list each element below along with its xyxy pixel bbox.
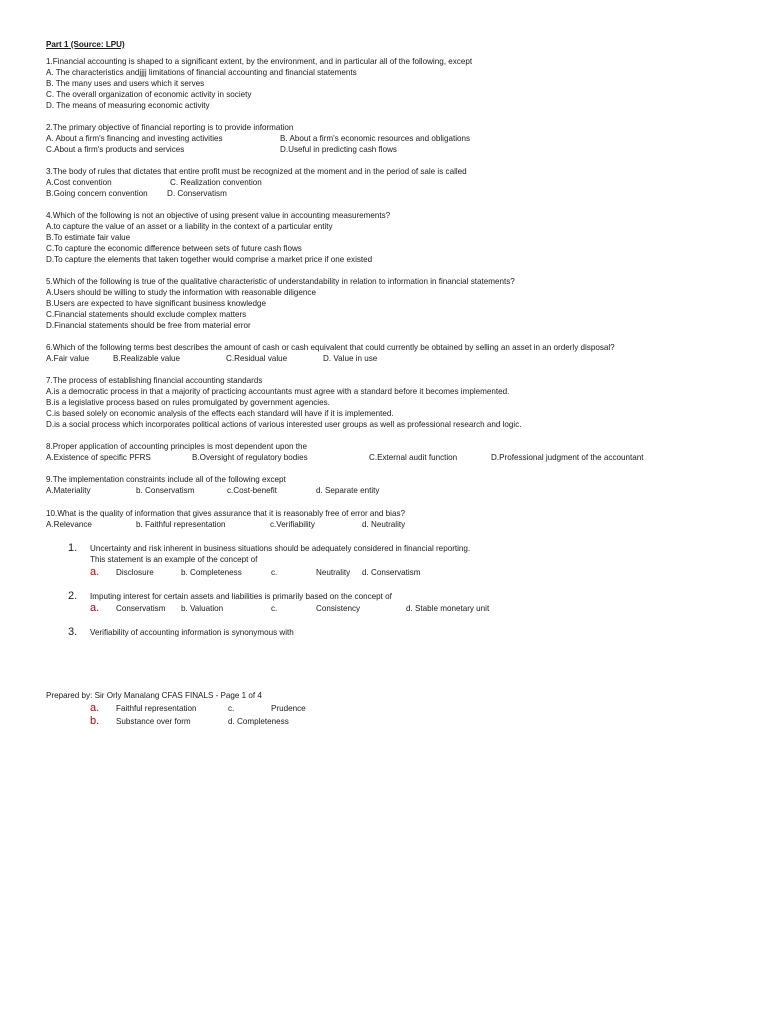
q1-option-b: B. The many uses and users which it serves (46, 79, 205, 88)
q10-option-d: d. Neutrality (362, 520, 406, 529)
q2-option-a: A. About a firm's financing and investing activities (46, 134, 223, 143)
item-2-a-marker: a. (90, 602, 100, 614)
q3-option-d: D. Conservatism (167, 189, 227, 198)
page-footer: Prepared by: Sir Orly Manalang CFAS FINALS - Page 1 of 4 (46, 691, 262, 700)
q5-option-b: B.Users are expected to have significant business knowledge (46, 299, 267, 308)
item-3-stem: Verifiability of accounting information is synonymous with (90, 628, 294, 637)
q2-option-b: B. About a firm's economic resources and obligations (280, 134, 471, 143)
q2-stem: 2.The primary objective of financial reporting is to provide information (46, 123, 294, 132)
q5-option-a: A.Users should be willing to study the information with reasonable diligence (46, 288, 316, 297)
q6-stem: 6.Which of the following terms best describes the amount of cash or cash equivalent that could currently be obtained by selling an asset in an orderly disposal? (46, 343, 615, 352)
item-1-number: 1. (68, 542, 78, 554)
q8-option-b: B.Oversight of regulatory bodies (192, 453, 308, 462)
item-1-option-c: Neutrality (316, 568, 351, 577)
q7-option-b: B.is a legislative process based on rules promulgated by government agencies. (46, 398, 330, 407)
item-2-option-d: d. Stable monetary unit (406, 604, 490, 613)
q4-stem: 4.Which of the following is not an objective of using present value in accounting measurements? (46, 211, 391, 220)
q8-option-d: D.Professional judgment of the accountant (491, 453, 644, 462)
q9-option-d: d. Separate entity (316, 486, 380, 495)
q9-option-c: c.Cost-benefit (227, 486, 277, 495)
q2-option-d: D.Useful in predicting cash flows (280, 145, 397, 154)
q2-option-c: C.About a firm's products and services (46, 145, 185, 154)
item-3-option-b: Substance over form (116, 717, 191, 726)
item-1-option-a: Disclosure (116, 568, 154, 577)
q1-stem: 1.Financial accounting is shaped to a significant extent, by the environment, and in particular all of the following, except (46, 57, 473, 66)
item-2-option-b: b. Valuation (181, 604, 224, 613)
q6-option-c: C.Residual value (226, 354, 288, 363)
part-title: Part 1 (Source: LPU) (46, 40, 125, 49)
item-3-number: 3. (68, 626, 78, 638)
q3-option-b: B.Going concern convention (46, 189, 148, 198)
item-1-stem: Uncertainty and risk inherent in business situations should be adequately considered in financial reporting. (90, 544, 471, 553)
item-1-stem-continued: This statement is an example of the concept of (90, 555, 258, 564)
q1-option-a: A. The characteristics andjjjj limitations of financial accounting and financial statements (46, 68, 357, 77)
q9-stem: 9.The implementation constraints include all of the following except (46, 475, 286, 484)
q5-stem: 5.Which of the following is true of the qualitative characteristic of understandability in relation to information in financial statements? (46, 277, 515, 286)
q1-option-d: D. The means of measuring economic activity (46, 101, 210, 110)
q10-option-a: A.Relevance (46, 520, 92, 529)
item-2-option-c: Consistency (316, 604, 361, 613)
q7-option-c: C.is based solely on economic analysis of the effects each standard will have if it is implemented. (46, 409, 394, 418)
item-1-option-b: b. Completeness (181, 568, 242, 577)
q10-option-c: c.Verifiability (270, 520, 315, 529)
q7-stem: 7.The process of establishing financial accounting standards (46, 376, 263, 385)
item-3-c-marker: c. (228, 704, 235, 713)
item-3-option-a: Faithful representation (116, 704, 197, 713)
item-3-b-marker: b. (90, 715, 100, 727)
q7-option-d: D.is a social process which incorporates political actions of various interested user groups as well as professional research and logic. (46, 420, 522, 429)
item-2-c-marker: c. (271, 604, 278, 613)
item-2-option-a: Conservatism (116, 604, 166, 613)
q4-option-c: C.To capture the economic difference between sets of future cash flows (46, 244, 302, 253)
q4-option-a: A.to capture the value of an asset or a liability in the context of a particular entity (46, 222, 333, 231)
item-3-option-c: Prudence (271, 704, 306, 713)
q10-stem: 10.What is the quality of information that gives assurance that it is reasonably free of error and bias? (46, 509, 406, 518)
q6-option-d: D. Value in use (323, 354, 378, 363)
q8-option-a: A.Existence of specific PFRS (46, 453, 151, 462)
q9-option-a: A.Materiality (46, 486, 91, 495)
item-3-a-marker: a. (90, 702, 100, 714)
q8-option-c: C.External audit function (369, 453, 458, 462)
q6-option-a: A.Fair value (46, 354, 90, 363)
q6-option-b: B.Realizable value (113, 354, 181, 363)
q3-stem: 3.The body of rules that dictates that entire profit must be recognized at the moment and in the period of sale is called (46, 167, 467, 176)
item-2-stem: Imputing interest for certain assets and liabilities is primarily based on the concept of (90, 592, 392, 601)
q3-option-c: C. Realization convention (170, 178, 262, 187)
item-2-number: 2. (68, 590, 78, 602)
q5-option-c: C.Financial statements should exclude complex matters (46, 310, 247, 319)
q4-option-d: D.To capture the elements that taken together would comprise a market price if one existed (46, 255, 373, 264)
item-1-option-d: d. Conservatism (362, 568, 421, 577)
q4-option-b: B.To estimate fair value (46, 233, 131, 242)
item-1-a-marker: a. (90, 566, 100, 578)
q3-option-a: A.Cost convention (46, 178, 112, 187)
q9-option-b: b. Conservatism (136, 486, 195, 495)
q5-option-d: D.Financial statements should be free from material error (46, 321, 251, 330)
item-1-c-marker: c. (271, 568, 278, 577)
q7-option-a: A.is a democratic process in that a majority of practicing accountants must agree with a standard before it becomes implemented. (46, 387, 510, 396)
q10-option-b: b. Faithful representation (136, 520, 226, 529)
q1-option-c: C. The overall organization of economic activity in society (46, 90, 252, 99)
q8-stem: 8.Proper application of accounting principles is most dependent upon the (46, 442, 307, 451)
item-3-option-d: d. Completeness (228, 717, 289, 726)
